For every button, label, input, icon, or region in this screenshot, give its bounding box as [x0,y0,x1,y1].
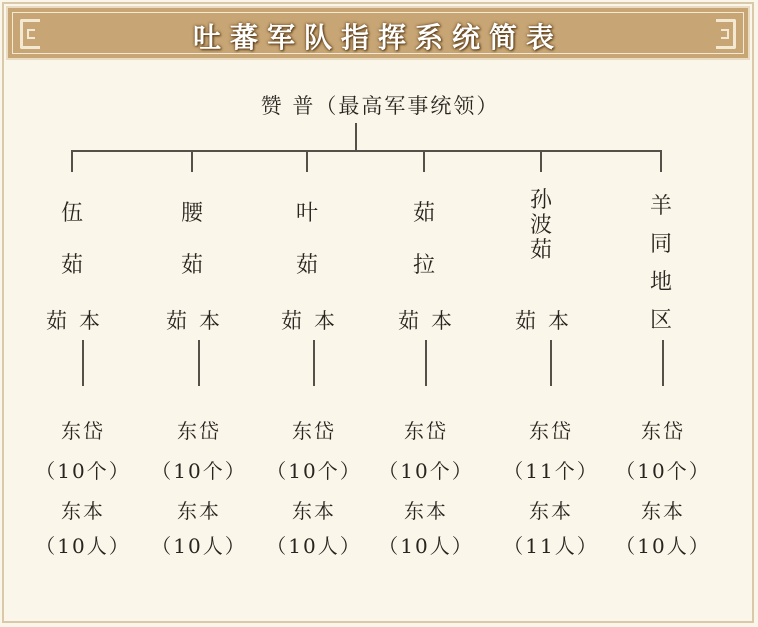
branch-name-char: 茹 [295,253,318,278]
diagram-title: 吐蕃军队指挥系统简表 [192,21,563,54]
branch-connector-line [82,340,84,386]
branch-people: （10人） [266,534,362,558]
branch-name-char: 腰 [180,201,203,226]
crossbar-line [72,150,662,152]
branch-name-char: 茹 [60,253,83,278]
branch-name-char: 拉 [412,253,435,278]
branch-unit: 东岱 [177,419,221,443]
branch-people: （10人） [151,534,247,558]
branch-leader: 东本 [177,499,221,523]
top-node-note: （最高军事统领） [315,94,500,118]
branch-name [404,188,444,292]
branch-leader: 东本 [61,499,105,523]
branch-unit: 东岱 [404,419,448,443]
title-banner [6,6,750,60]
branch-drop-line [660,150,662,172]
branch-unit: 东岱 [61,419,105,443]
branch-drop-line [540,150,542,172]
trunk-line [355,123,357,151]
branch-unit: 东岱 [529,419,573,443]
branch-connector-line [662,340,664,386]
branch-name-char: 同 [649,232,672,257]
branch-commander: 茹本 [166,309,232,333]
branch-name [52,188,92,292]
branch-drop-line [423,150,425,172]
top-node [240,90,520,120]
branch-connector-line [425,340,427,386]
branch-leader: 东本 [292,499,336,523]
branch-unit-count: （11个） [503,459,599,483]
branch-name-char: 茹 [529,238,552,263]
branch-name-char: 伍 [60,201,83,226]
branch-drop-line [191,150,193,172]
branch-people: （11人） [503,534,599,558]
branch-name [287,188,327,292]
branch-connector-line [550,340,552,386]
branch-name-char: 茹 [180,253,203,278]
branch-name-char: 波 [529,213,552,238]
branch-name-char: 羊 [649,194,672,219]
branch-commander: 茹本 [281,309,347,333]
branch-name [521,188,561,263]
branch-leader: 东本 [404,499,448,523]
branch-connector-line [198,340,200,386]
branch-name-char: 地 [649,270,672,295]
top-node-name: 赞 普 [260,94,316,118]
branch-drop-line [71,150,73,172]
branch-name-char: 茹 [412,201,435,226]
branch-unit-count: （10个） [35,459,131,483]
branch-name [641,188,681,340]
branch-people: （10人） [35,534,131,558]
branch-unit-count: （10个） [378,459,474,483]
branch-name-char: 孙 [529,188,552,213]
branch-name-char: 叶 [295,201,318,226]
branch-leader: 东本 [641,499,685,523]
branch-commander: 茹本 [398,309,464,333]
branch-unit: 东岱 [292,419,336,443]
branch-people: （10人） [615,534,711,558]
branch-unit: 东岱 [641,419,685,443]
branch-commander: 茹本 [46,309,112,333]
branch-unit-count: （10个） [615,459,711,483]
branch-name [172,188,212,292]
branch-unit-count: （10个） [151,459,247,483]
branch-connector-line [313,340,315,386]
branch-unit-count: （10个） [266,459,362,483]
branch-drop-line [306,150,308,172]
branch-commander: 茹本 [515,309,581,333]
branch-name-char: 区 [649,308,672,333]
branch-leader: 东本 [529,499,573,523]
branch-people: （10人） [378,534,474,558]
